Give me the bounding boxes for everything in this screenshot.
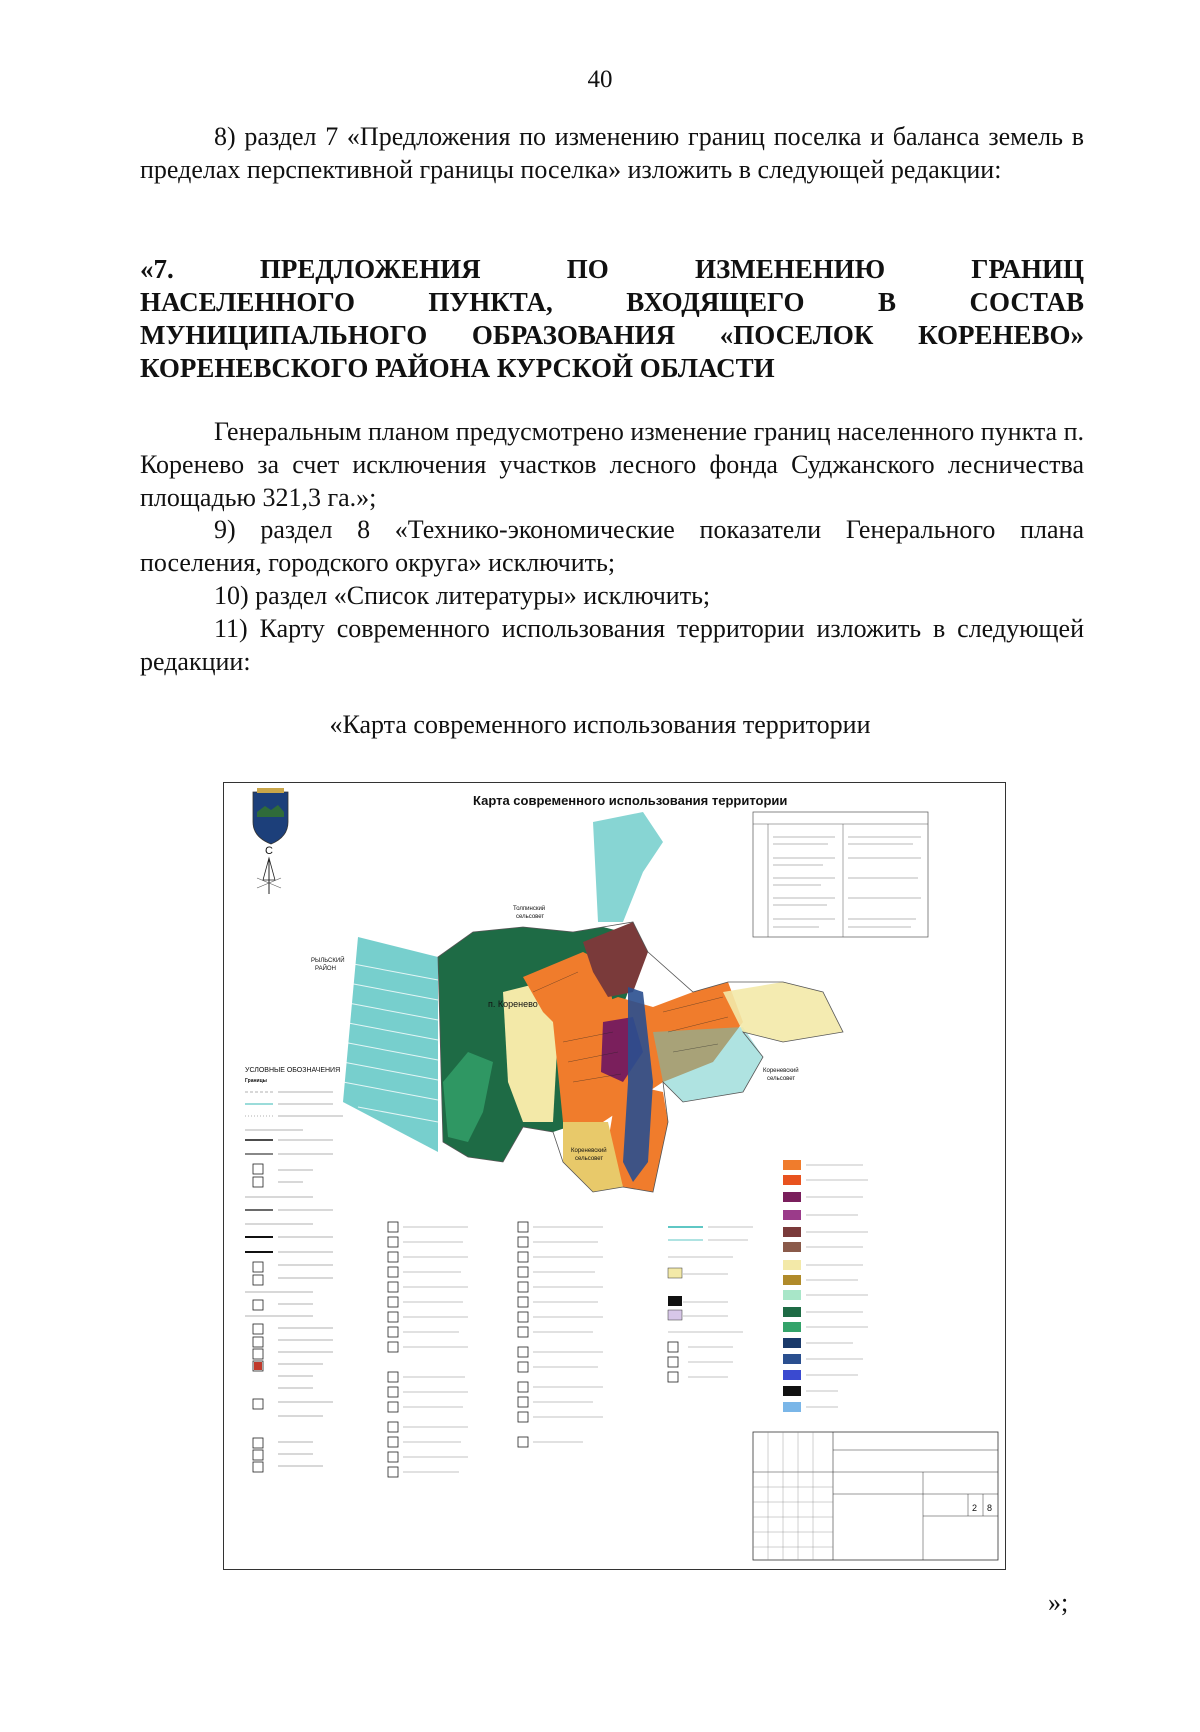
section-heading xyxy=(140,253,1084,385)
closing-quote: »; xyxy=(1048,1588,1069,1617)
korenevsky-east-label: сельсовет xyxy=(767,1076,796,1082)
settlement-label: п. Коренево xyxy=(488,999,538,1009)
item-11: 11) Карту современного использования территории изложить в следующей редакции: xyxy=(140,614,1084,676)
title-block xyxy=(753,1432,998,1560)
rylsky-label: РАЙОН xyxy=(315,966,336,972)
heading-line: МУНИЦИПАЛЬНОГО ОБРАЗОВАНИЯ «ПОСЕЛОК КОРЕНЕВО» xyxy=(140,320,1084,350)
tolpinsky-label: Толпинский xyxy=(513,906,546,912)
korenevsky-east-label: Кореневский xyxy=(763,1068,799,1074)
korenevsky-south-label: сельсовет xyxy=(575,1156,604,1162)
coat-of-arms-icon xyxy=(253,788,288,844)
heading-line: «7. ПРЕДЛОЖЕНИЯ ПО ИЗМЕНЕНИЮ ГРАНИЦ xyxy=(140,254,1084,284)
sheet-count: 8 xyxy=(987,1503,993,1513)
legend-borders: Границы xyxy=(245,1078,267,1084)
sheet-number: 2 xyxy=(972,1503,978,1513)
general-plan-paragraph: Генеральным планом предусмотрено изменение границ населенного пункта п. Коренево за счет исключения участков лесного фонда Суджанского лесничества площадью 321,3 га.»; xyxy=(140,417,1084,512)
heading-line: НАСЕЛЕННОГО ПУНКТА, ВХОДЯЩЕГО В СОСТАВ xyxy=(140,287,1084,317)
page-number: 40 xyxy=(587,66,613,93)
rylsky-label: РЫЛЬСКИЙ xyxy=(311,958,345,964)
north-label: С xyxy=(265,845,273,857)
item-10: 10) раздел «Список литературы» исключить; xyxy=(214,581,711,610)
korenevsky-south-label: Кореневский xyxy=(571,1148,607,1154)
legend-title: УСЛОВНЫЕ ОБОЗНАЧЕНИЯ xyxy=(245,1067,341,1074)
map-caption: «Карта современного использования территории xyxy=(329,710,871,739)
land-use-map xyxy=(223,782,1006,1570)
heritage-legend xyxy=(753,812,928,937)
map-title: Карта современного использования территории xyxy=(473,793,788,808)
tolpinsky-label: сельсовет xyxy=(516,914,545,920)
item-9: 9) раздел 8 «Технико-экономические показатели Генерального плана поселения, городского округа» исключить; xyxy=(140,515,1084,577)
heading-line: КОРЕНЕВСКОГО РАЙОНА КУРСКОЙ ОБЛАСТИ xyxy=(140,353,775,383)
item-8: 8) раздел 7 «Предложения по изменению границ поселка и баланса земель в пределах перспективной границы поселка» изложить в следующей редакции: xyxy=(140,122,1084,184)
